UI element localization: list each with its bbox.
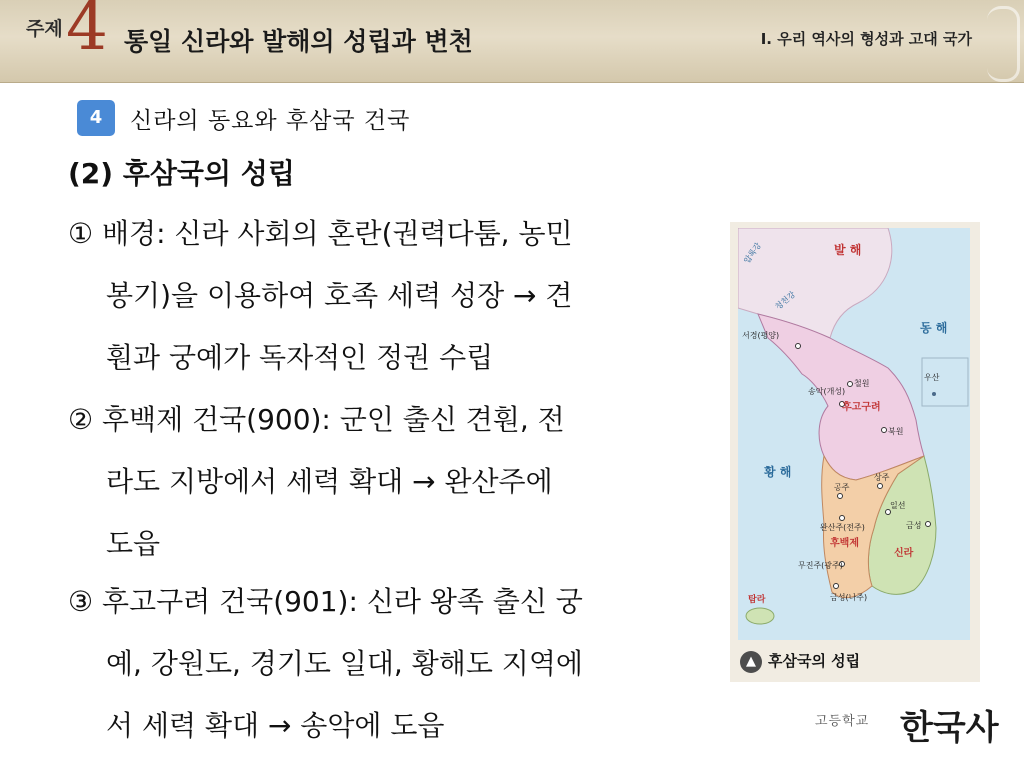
map-label-usan: 우산 (924, 373, 940, 382)
item-line: ② 후백제 건국(900): 군인 출신 견훤, 전 (68, 403, 565, 436)
header-band (0, 0, 1024, 83)
map-label-gongju: 공주 (834, 483, 850, 492)
map-label-donghae: 동 해 (920, 321, 948, 335)
map-label-ilseon: 일선 (890, 501, 906, 510)
map-label-hugoguryeo: 후고구려 (842, 402, 881, 413)
map-label-sangju: 상주 (874, 473, 890, 482)
arrow-up-icon: ▲ (740, 651, 762, 673)
wansanju-dot (840, 516, 845, 521)
map-label-mujinju: 무진주(광주) (798, 561, 843, 570)
subheading: (2) 후삼국의 성립 (68, 157, 295, 190)
sangju-dot (878, 484, 883, 489)
map-label-tamna: 탐라 (748, 595, 766, 605)
ilseon-dot (886, 510, 891, 515)
map-label-wansanju: 완산주(전주) (820, 523, 865, 532)
geumseong-dot (926, 522, 931, 527)
map-label-bugwon: 북원 (888, 427, 904, 436)
map-label-hwanghae: 황 해 (764, 465, 792, 479)
usan-dot (932, 392, 936, 396)
cheorwon-dot (848, 382, 853, 387)
map-label-seogyeong: 서경(평양) (742, 331, 780, 340)
textbook-logo: 한국사 (900, 708, 999, 748)
list-item-hugoguryeo (68, 571, 708, 757)
map-label-silla: 신라 (894, 548, 914, 559)
topic-label: 주제 (26, 18, 63, 40)
gongju-dot (838, 494, 843, 499)
footer-school-label: 고등학교 (815, 714, 870, 729)
item-line: 봉기)을 이용하여 호족 세력 성장 → 견 (106, 279, 573, 312)
map-label-balhae: 발 해 (834, 243, 862, 257)
map-label-songak: 송악(개성) (808, 387, 846, 396)
later-three-kingdoms-map (738, 228, 970, 640)
item-line: 예, 강원도, 경기도 일대, 황해도 지역에 (106, 647, 583, 680)
map-label-cheongcheongang: 청천강 (773, 289, 798, 312)
unit-title: Ⅰ. 우리 역사의 형성과 고대 국가 (760, 30, 972, 48)
naju-dot (834, 584, 839, 589)
item-line: ① 배경: 신라 사회의 혼란(권력다툼, 농민 (68, 217, 573, 250)
section-number-badge: 4 (77, 100, 115, 136)
item-line: 훤과 궁예가 독자적인 정권 수립 (106, 341, 494, 374)
decorative-swirl-icon (987, 6, 1020, 82)
item-line: 서 세력 확대 → 송악에 도읍 (106, 709, 445, 742)
item-line: 라도 지방에서 세력 확대 → 완산주에 (106, 465, 553, 498)
map-label-geumseong: 금성 (906, 521, 922, 530)
item-line: ③ 후고구려 건국(901): 신라 왕족 출신 궁 (68, 585, 583, 618)
list-item-background (68, 203, 708, 389)
topic-number: 4 (66, 0, 108, 65)
map-label-hubaekje: 후백제 (830, 538, 859, 549)
section-title: 신라의 동요와 후삼국 건국 (130, 108, 411, 134)
item-line: 도읍 (106, 527, 161, 560)
tamna-island (746, 608, 774, 624)
map-label-amnokgang: 압록강 (742, 240, 763, 266)
bugwon-dot (882, 428, 887, 433)
map-caption: 후삼국의 성립 (768, 652, 861, 670)
seogyeong-dot (796, 344, 801, 349)
page-title: 통일 신라와 발해의 성립과 변천 (124, 27, 473, 56)
map-label-naju: 금성(나주) (830, 593, 868, 602)
list-item-hubaekje (68, 389, 708, 575)
map-label-cheorwon: 철원 (854, 379, 870, 388)
